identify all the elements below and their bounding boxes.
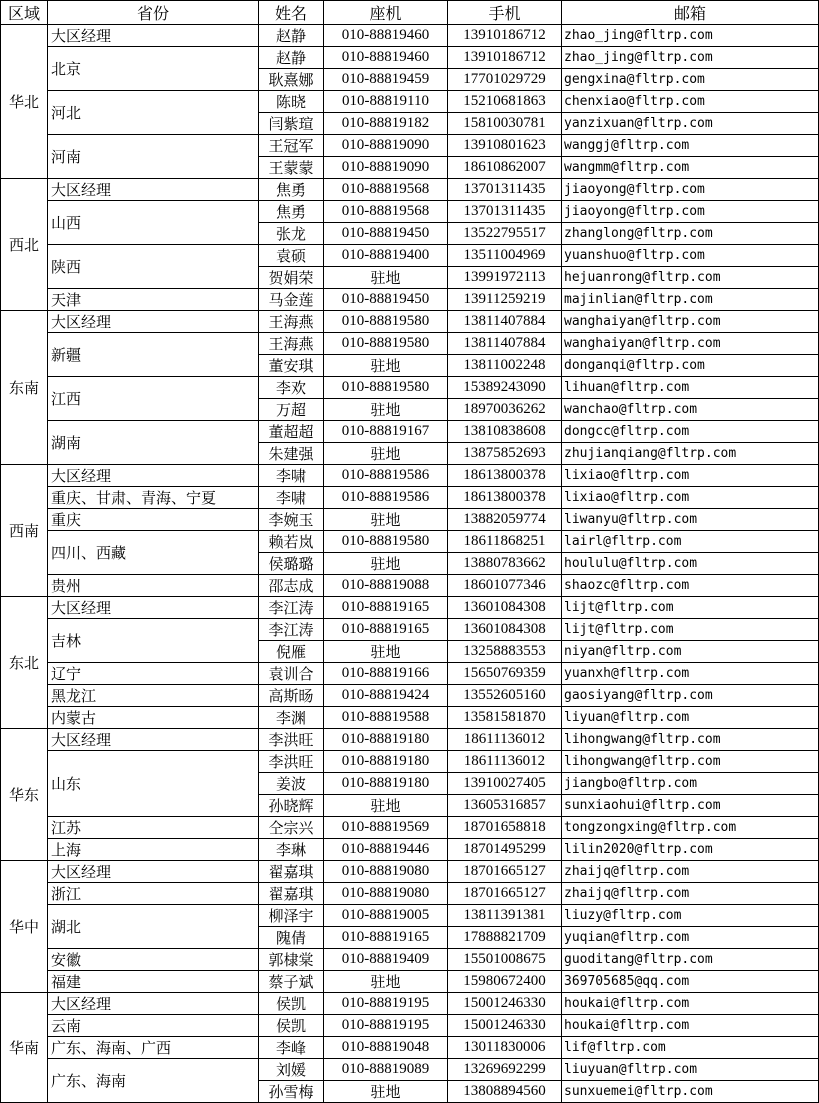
region-cell: 华北 [1, 25, 48, 179]
province-cell: 安徽 [48, 949, 259, 971]
province-cell: 黑龙江 [48, 685, 259, 707]
province-cell: 陕西 [48, 245, 259, 289]
table-row [1, 179, 819, 201]
email-cell: wanghaiyan@fltrp.com [562, 333, 819, 355]
email-cell: lixiao@fltrp.com [562, 487, 819, 509]
mobile-cell: 13701311435 [448, 179, 562, 201]
contact-name-cell: 耿熹娜 [259, 69, 324, 91]
landline-cell: 010-88819580 [324, 311, 448, 333]
header-mobile: 手机 [448, 1, 562, 25]
contact-name-cell: 郭棣棠 [259, 949, 324, 971]
mobile-cell: 13882059774 [448, 509, 562, 531]
mobile-cell: 13910027405 [448, 773, 562, 795]
table-row [1, 729, 819, 751]
email-cell: sunxiaohui@fltrp.com [562, 795, 819, 817]
province-cell: 大区经理 [48, 311, 259, 333]
mobile-cell: 13810838608 [448, 421, 562, 443]
province-cell: 山东 [48, 751, 259, 817]
table-row [1, 201, 819, 223]
mobile-cell: 18601077346 [448, 575, 562, 597]
email-cell: tongzongxing@fltrp.com [562, 817, 819, 839]
contact-name-cell: 李江涛 [259, 619, 324, 641]
mobile-cell: 18611136012 [448, 729, 562, 751]
email-cell: lihongwang@fltrp.com [562, 751, 819, 773]
table-row [1, 333, 819, 355]
contact-name-cell: 王海燕 [259, 311, 324, 333]
contact-name-cell: 李峰 [259, 1037, 324, 1059]
mobile-cell: 13552605160 [448, 685, 562, 707]
landline-cell: 010-88819180 [324, 751, 448, 773]
landline-cell: 010-88819459 [324, 69, 448, 91]
province-cell: 北京 [48, 47, 259, 91]
landline-cell: 010-88819568 [324, 201, 448, 223]
province-cell: 河北 [48, 91, 259, 135]
landline-cell: 010-88819165 [324, 619, 448, 641]
mobile-cell: 15001246330 [448, 1015, 562, 1037]
mobile-cell: 13991972113 [448, 267, 562, 289]
table-row [1, 619, 819, 641]
landline-cell: 010-88819588 [324, 707, 448, 729]
province-cell: 大区经理 [48, 179, 259, 201]
mobile-cell: 18701665127 [448, 883, 562, 905]
table-body [1, 25, 819, 1103]
contact-name-cell: 侯凯 [259, 1015, 324, 1037]
email-cell: lixiao@fltrp.com [562, 465, 819, 487]
email-cell: wanghaiyan@fltrp.com [562, 311, 819, 333]
contact-name-cell: 高斯旸 [259, 685, 324, 707]
email-cell: lijt@fltrp.com [562, 597, 819, 619]
mobile-cell: 15389243090 [448, 377, 562, 399]
contact-name-cell: 袁训合 [259, 663, 324, 685]
table-row [1, 1015, 819, 1037]
email-cell: jiaoyong@fltrp.com [562, 179, 819, 201]
province-cell: 广东、海南、广西 [48, 1037, 259, 1059]
table-row [1, 377, 819, 399]
province-cell: 大区经理 [48, 729, 259, 751]
landline-cell: 010-88819180 [324, 729, 448, 751]
mobile-cell: 13258883553 [448, 641, 562, 663]
email-cell: liyuan@fltrp.com [562, 707, 819, 729]
landline-cell: 010-88819568 [324, 179, 448, 201]
header-landline: 座机 [324, 1, 448, 25]
mobile-cell: 15210681863 [448, 91, 562, 113]
mobile-cell: 13808894560 [448, 1081, 562, 1103]
province-cell: 重庆 [48, 509, 259, 531]
table-row [1, 817, 819, 839]
province-cell: 福建 [48, 971, 259, 993]
table-row [1, 861, 819, 883]
contact-name-cell: 朱建强 [259, 443, 324, 465]
email-cell: houkai@fltrp.com [562, 993, 819, 1015]
landline-cell: 010-88819580 [324, 377, 448, 399]
table-row [1, 245, 819, 267]
contact-name-cell: 焦勇 [259, 179, 324, 201]
mobile-cell: 17701029729 [448, 69, 562, 91]
table-row [1, 487, 819, 509]
contact-name-cell: 侯凯 [259, 993, 324, 1015]
region-cell: 华中 [1, 861, 48, 993]
mobile-cell: 13875852693 [448, 443, 562, 465]
landline-cell: 010-88819005 [324, 905, 448, 927]
mobile-cell: 13601084308 [448, 597, 562, 619]
table-row [1, 311, 819, 333]
landline-cell: 驻地 [324, 443, 448, 465]
email-cell: yuanxh@fltrp.com [562, 663, 819, 685]
mobile-cell: 13811002248 [448, 355, 562, 377]
email-cell: lihongwang@fltrp.com [562, 729, 819, 751]
contact-name-cell: 王冠军 [259, 135, 324, 157]
mobile-cell: 13605316857 [448, 795, 562, 817]
mobile-cell: 13811407884 [448, 333, 562, 355]
email-cell: lijt@fltrp.com [562, 619, 819, 641]
email-cell: hejuanrong@fltrp.com [562, 267, 819, 289]
contact-name-cell: 仝宗兴 [259, 817, 324, 839]
landline-cell: 010-88819048 [324, 1037, 448, 1059]
table-row [1, 685, 819, 707]
email-cell: hoululu@fltrp.com [562, 553, 819, 575]
contact-name-cell: 王蒙蒙 [259, 157, 324, 179]
contact-name-cell: 李洪旺 [259, 729, 324, 751]
contact-name-cell: 闫紫瑄 [259, 113, 324, 135]
landline-cell: 010-88819090 [324, 135, 448, 157]
email-cell: wanchao@fltrp.com [562, 399, 819, 421]
contact-name-cell: 贺娟荣 [259, 267, 324, 289]
landline-cell: 010-88819446 [324, 839, 448, 861]
contact-name-cell: 侯璐璐 [259, 553, 324, 575]
landline-cell: 010-88819580 [324, 333, 448, 355]
contact-name-cell: 陈晓 [259, 91, 324, 113]
mobile-cell: 13701311435 [448, 201, 562, 223]
table-row [1, 597, 819, 619]
landline-cell: 驻地 [324, 553, 448, 575]
email-cell: zhaijq@fltrp.com [562, 883, 819, 905]
contact-name-cell: 赖若岚 [259, 531, 324, 553]
email-cell: zhao_jing@fltrp.com [562, 47, 819, 69]
contact-name-cell: 王海燕 [259, 333, 324, 355]
table-row [1, 1059, 819, 1081]
email-cell: lif@fltrp.com [562, 1037, 819, 1059]
province-cell: 大区经理 [48, 25, 259, 47]
mobile-cell: 13910801623 [448, 135, 562, 157]
table-row [1, 751, 819, 773]
landline-cell: 010-88819110 [324, 91, 448, 113]
landline-cell: 010-88819580 [324, 531, 448, 553]
province-cell: 山西 [48, 201, 259, 245]
email-cell: sunxuemei@fltrp.com [562, 1081, 819, 1103]
header-province: 省份 [48, 1, 259, 25]
landline-cell: 010-88819089 [324, 1059, 448, 1081]
table-row [1, 289, 819, 311]
province-cell: 吉林 [48, 619, 259, 663]
header-email: 邮箱 [562, 1, 819, 25]
email-cell: gaosiyang@fltrp.com [562, 685, 819, 707]
mobile-cell: 13811407884 [448, 311, 562, 333]
header-name: 姓名 [259, 1, 324, 25]
region-cell: 东南 [1, 311, 48, 465]
landline-cell: 010-88819165 [324, 597, 448, 619]
email-cell: yuanshuo@fltrp.com [562, 245, 819, 267]
mobile-cell: 13910186712 [448, 47, 562, 69]
landline-cell: 驻地 [324, 795, 448, 817]
contact-name-cell: 柳泽宇 [259, 905, 324, 927]
table-row [1, 25, 819, 47]
contact-name-cell: 孙雪梅 [259, 1081, 324, 1103]
mobile-cell: 13581581870 [448, 707, 562, 729]
mobile-cell: 15980672400 [448, 971, 562, 993]
email-cell: lilin2020@fltrp.com [562, 839, 819, 861]
email-cell: liwanyu@fltrp.com [562, 509, 819, 531]
email-cell: majinlian@fltrp.com [562, 289, 819, 311]
province-cell: 广东、海南 [48, 1059, 259, 1103]
mobile-cell: 13511004969 [448, 245, 562, 267]
province-cell: 浙江 [48, 883, 259, 905]
province-cell: 辽宁 [48, 663, 259, 685]
email-cell: zhaijq@fltrp.com [562, 861, 819, 883]
landline-cell: 010-88819400 [324, 245, 448, 267]
landline-cell: 驻地 [324, 971, 448, 993]
contact-name-cell: 李啸 [259, 465, 324, 487]
mobile-cell: 18970036262 [448, 399, 562, 421]
landline-cell: 010-88819090 [324, 157, 448, 179]
table-row [1, 91, 819, 113]
landline-cell: 010-88819460 [324, 47, 448, 69]
mobile-cell: 13601084308 [448, 619, 562, 641]
mobile-cell: 13911259219 [448, 289, 562, 311]
contact-name-cell: 张龙 [259, 223, 324, 245]
mobile-cell: 13011830006 [448, 1037, 562, 1059]
province-cell: 大区经理 [48, 597, 259, 619]
province-cell: 新疆 [48, 333, 259, 377]
email-cell: yanzixuan@fltrp.com [562, 113, 819, 135]
province-cell: 大区经理 [48, 993, 259, 1015]
landline-cell: 010-88819182 [324, 113, 448, 135]
region-cell: 西北 [1, 179, 48, 311]
table-row [1, 1037, 819, 1059]
mobile-cell: 18613800378 [448, 487, 562, 509]
email-cell: niyan@fltrp.com [562, 641, 819, 663]
province-cell: 云南 [48, 1015, 259, 1037]
mobile-cell: 18611136012 [448, 751, 562, 773]
email-cell: wangmm@fltrp.com [562, 157, 819, 179]
landline-cell: 驻地 [324, 399, 448, 421]
table-row [1, 531, 819, 553]
landline-cell: 010-88819460 [324, 25, 448, 47]
table-row [1, 993, 819, 1015]
contact-name-cell: 翟嘉琪 [259, 883, 324, 905]
mobile-cell: 13811391381 [448, 905, 562, 927]
email-cell: dongcc@fltrp.com [562, 421, 819, 443]
landline-cell: 驻地 [324, 641, 448, 663]
table-row [1, 971, 819, 993]
landline-cell: 010-88819586 [324, 465, 448, 487]
email-cell: zhao_jing@fltrp.com [562, 25, 819, 47]
landline-cell: 010-88819424 [324, 685, 448, 707]
table-row [1, 47, 819, 69]
region-cell: 华南 [1, 993, 48, 1103]
mobile-cell: 18701665127 [448, 861, 562, 883]
mobile-cell: 15501008675 [448, 949, 562, 971]
email-cell: jiaoyong@fltrp.com [562, 201, 819, 223]
mobile-cell: 18701495299 [448, 839, 562, 861]
mobile-cell: 13269692299 [448, 1059, 562, 1081]
header-region: 区域 [1, 1, 48, 25]
contact-name-cell: 姜波 [259, 773, 324, 795]
contact-name-cell: 董安琪 [259, 355, 324, 377]
mobile-cell: 13880783662 [448, 553, 562, 575]
email-cell: guoditang@fltrp.com [562, 949, 819, 971]
landline-cell: 010-88819167 [324, 421, 448, 443]
email-cell: shaozc@fltrp.com [562, 575, 819, 597]
landline-cell: 驻地 [324, 509, 448, 531]
landline-cell: 010-88819569 [324, 817, 448, 839]
region-cell: 华东 [1, 729, 48, 861]
mobile-cell: 15001246330 [448, 993, 562, 1015]
table-row [1, 135, 819, 157]
region-cell: 西南 [1, 465, 48, 597]
province-cell: 四川、西藏 [48, 531, 259, 575]
email-cell: chenxiao@fltrp.com [562, 91, 819, 113]
mobile-cell: 17888821709 [448, 927, 562, 949]
mobile-cell: 13522795517 [448, 223, 562, 245]
landline-cell: 010-88819586 [324, 487, 448, 509]
mobile-cell: 18613800378 [448, 465, 562, 487]
contact-name-cell: 李渊 [259, 707, 324, 729]
contact-name-cell: 赵静 [259, 47, 324, 69]
landline-cell: 010-88819088 [324, 575, 448, 597]
email-cell: zhujianqiang@fltrp.com [562, 443, 819, 465]
contact-name-cell: 倪雁 [259, 641, 324, 663]
landline-cell: 010-88819080 [324, 861, 448, 883]
table-row [1, 421, 819, 443]
landline-cell: 010-88819180 [324, 773, 448, 795]
mobile-cell: 18611868251 [448, 531, 562, 553]
email-cell: zhanglong@fltrp.com [562, 223, 819, 245]
table-row [1, 707, 819, 729]
landline-cell: 驻地 [324, 267, 448, 289]
email-cell: lairl@fltrp.com [562, 531, 819, 553]
contact-name-cell: 李洪旺 [259, 751, 324, 773]
contact-name-cell: 翟嘉琪 [259, 861, 324, 883]
contact-name-cell: 袁硕 [259, 245, 324, 267]
email-cell: lihuan@fltrp.com [562, 377, 819, 399]
contact-name-cell: 李啸 [259, 487, 324, 509]
mobile-cell: 18610862007 [448, 157, 562, 179]
email-cell: liuzy@fltrp.com [562, 905, 819, 927]
region-cell: 东北 [1, 597, 48, 729]
landline-cell: 010-88819450 [324, 223, 448, 245]
table-row [1, 575, 819, 597]
contact-name-cell: 董超超 [259, 421, 324, 443]
contact-name-cell: 赵静 [259, 25, 324, 47]
province-cell: 江西 [48, 377, 259, 421]
email-cell: liuyuan@fltrp.com [562, 1059, 819, 1081]
landline-cell: 010-88819166 [324, 663, 448, 685]
province-cell: 湖北 [48, 905, 259, 949]
header-row [1, 1, 819, 25]
email-cell: houkai@fltrp.com [562, 1015, 819, 1037]
landline-cell: 010-88819450 [324, 289, 448, 311]
contact-name-cell: 焦勇 [259, 201, 324, 223]
contact-name-cell: 李欢 [259, 377, 324, 399]
table-row [1, 465, 819, 487]
email-cell: gengxina@fltrp.com [562, 69, 819, 91]
contact-name-cell: 刘媛 [259, 1059, 324, 1081]
table-row [1, 905, 819, 927]
table-row [1, 883, 819, 905]
province-cell: 河南 [48, 135, 259, 179]
contact-name-cell: 李江涛 [259, 597, 324, 619]
province-cell: 重庆、甘肃、青海、宁夏 [48, 487, 259, 509]
mobile-cell: 15810030781 [448, 113, 562, 135]
province-cell: 内蒙古 [48, 707, 259, 729]
mobile-cell: 18701658818 [448, 817, 562, 839]
table-row [1, 663, 819, 685]
landline-cell: 驻地 [324, 355, 448, 377]
province-cell: 大区经理 [48, 861, 259, 883]
landline-cell: 010-88819409 [324, 949, 448, 971]
email-cell: jiangbo@fltrp.com [562, 773, 819, 795]
landline-cell: 010-88819195 [324, 1015, 448, 1037]
landline-cell: 驻地 [324, 1081, 448, 1103]
table-row [1, 509, 819, 531]
province-cell: 江苏 [48, 817, 259, 839]
email-cell: donganqi@fltrp.com [562, 355, 819, 377]
email-cell: 369705685@qq.com [562, 971, 819, 993]
landline-cell: 010-88819195 [324, 993, 448, 1015]
email-cell: wanggj@fltrp.com [562, 135, 819, 157]
contact-name-cell: 李婉玉 [259, 509, 324, 531]
landline-cell: 010-88819080 [324, 883, 448, 905]
contact-name-cell: 孙晓辉 [259, 795, 324, 817]
contact-name-cell: 万超 [259, 399, 324, 421]
contact-name-cell: 马金莲 [259, 289, 324, 311]
contact-name-cell: 邵志成 [259, 575, 324, 597]
province-cell: 贵州 [48, 575, 259, 597]
mobile-cell: 13910186712 [448, 25, 562, 47]
table-row [1, 949, 819, 971]
province-cell: 湖南 [48, 421, 259, 465]
province-cell: 上海 [48, 839, 259, 861]
contact-name-cell: 隗倩 [259, 927, 324, 949]
mobile-cell: 15650769359 [448, 663, 562, 685]
table-row [1, 839, 819, 861]
email-cell: yuqian@fltrp.com [562, 927, 819, 949]
contact-name-cell: 蔡子斌 [259, 971, 324, 993]
province-cell: 天津 [48, 289, 259, 311]
province-cell: 大区经理 [48, 465, 259, 487]
contact-name-cell: 李琳 [259, 839, 324, 861]
landline-cell: 010-88819165 [324, 927, 448, 949]
